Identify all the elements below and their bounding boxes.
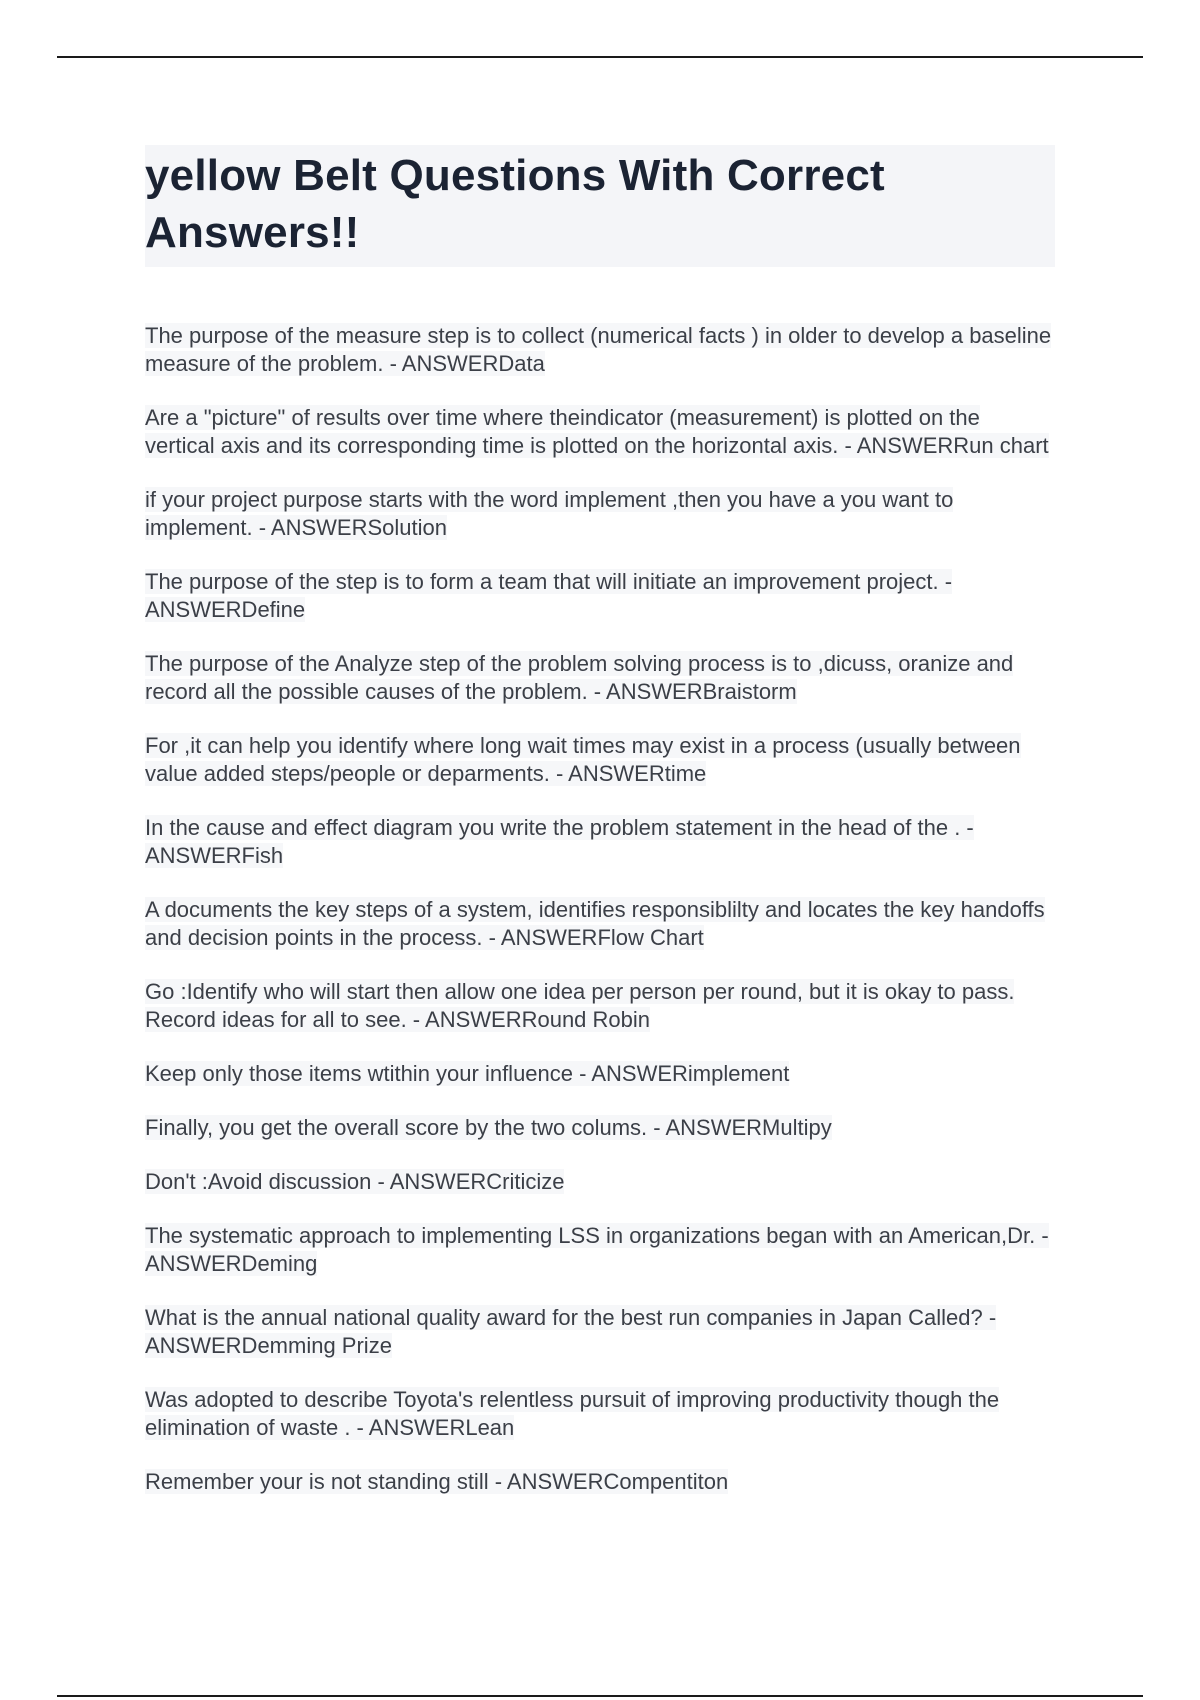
qa-text: A documents the key steps of a system, identifies responsiblilty and locates the key handoffs and decision points in the process. - ANSWERFlow Chart	[145, 897, 1045, 950]
qa-item	[145, 322, 1055, 378]
qa-item	[145, 978, 1055, 1034]
top-rule	[57, 56, 1143, 58]
qa-text: Go :Identify who will start then allow one idea per person per round, but it is okay to pass. Record ideas for all to see. - ANSWERRound Robin	[145, 979, 1015, 1032]
qa-item	[145, 1060, 1055, 1088]
qa-text: The systematic approach to implementing LSS in organizations began with an American,Dr. - ANSWERDeming	[145, 1223, 1049, 1276]
qa-text: Don't :Avoid discussion - ANSWERCriticize	[145, 1169, 565, 1194]
qa-text: Are a "picture" of results over time where theindicator (measurement) is plotted on the vertical axis and its corresponding time is plotted on the horizontal axis. - ANSWERRun chart	[145, 405, 1049, 458]
qa-item	[145, 1114, 1055, 1142]
qa-text: The purpose of the measure step is to collect (numerical facts ) in older to develop a baseline measure of the problem. - ANSWERData	[145, 323, 1052, 376]
qa-item	[145, 1304, 1055, 1360]
qa-text: The purpose of the Analyze step of the problem solving process is to ,dicuss, oranize and record all the possible causes of the problem. - ANSWERBraistorm	[145, 651, 1014, 704]
qa-text: Remember your is not standing still - ANSWERCompentiton	[145, 1469, 729, 1494]
document-title: yellow Belt Questions With Correct Answers!!	[145, 151, 885, 257]
qa-text: For ,it can help you identify where long wait times may exist in a process (usually between value added steps/people or deparments. - ANSWERtime	[145, 733, 1021, 786]
qa-text: Keep only those items wtithin your influence - ANSWERimplement	[145, 1061, 790, 1086]
bottom-rule	[57, 1695, 1143, 1697]
qa-text: Finally, you get the overall score by the two colums. - ANSWERMultipy	[145, 1115, 832, 1140]
title-block	[145, 145, 1055, 267]
qa-text: The purpose of the step is to form a team that will initiate an improvement project. - ANSWERDefine	[145, 569, 953, 622]
qa-item	[145, 1168, 1055, 1196]
qa-text: if your project purpose starts with the word implement ,then you have a you want to implement. - ANSWERSolution	[145, 487, 954, 540]
qa-item	[145, 1468, 1055, 1496]
qa-item	[145, 896, 1055, 952]
qa-text: What is the annual national quality award for the best run companies in Japan Called? - ANSWERDemming Prize	[145, 1305, 997, 1358]
qa-item	[145, 486, 1055, 542]
qa-text: Was adopted to describe Toyota's relentless pursuit of improving productivity though the elimination of waste . - ANSWERLean	[145, 1387, 1000, 1440]
qa-item	[145, 1222, 1055, 1278]
document-body	[145, 145, 1055, 1522]
qa-item	[145, 1386, 1055, 1442]
qa-item	[145, 404, 1055, 460]
qa-item	[145, 650, 1055, 706]
qa-item	[145, 814, 1055, 870]
qa-item	[145, 568, 1055, 624]
qa-list	[145, 322, 1055, 1496]
qa-text: In the cause and effect diagram you write the problem statement in the head of the . - ANSWERFish	[145, 815, 974, 868]
qa-item	[145, 732, 1055, 788]
